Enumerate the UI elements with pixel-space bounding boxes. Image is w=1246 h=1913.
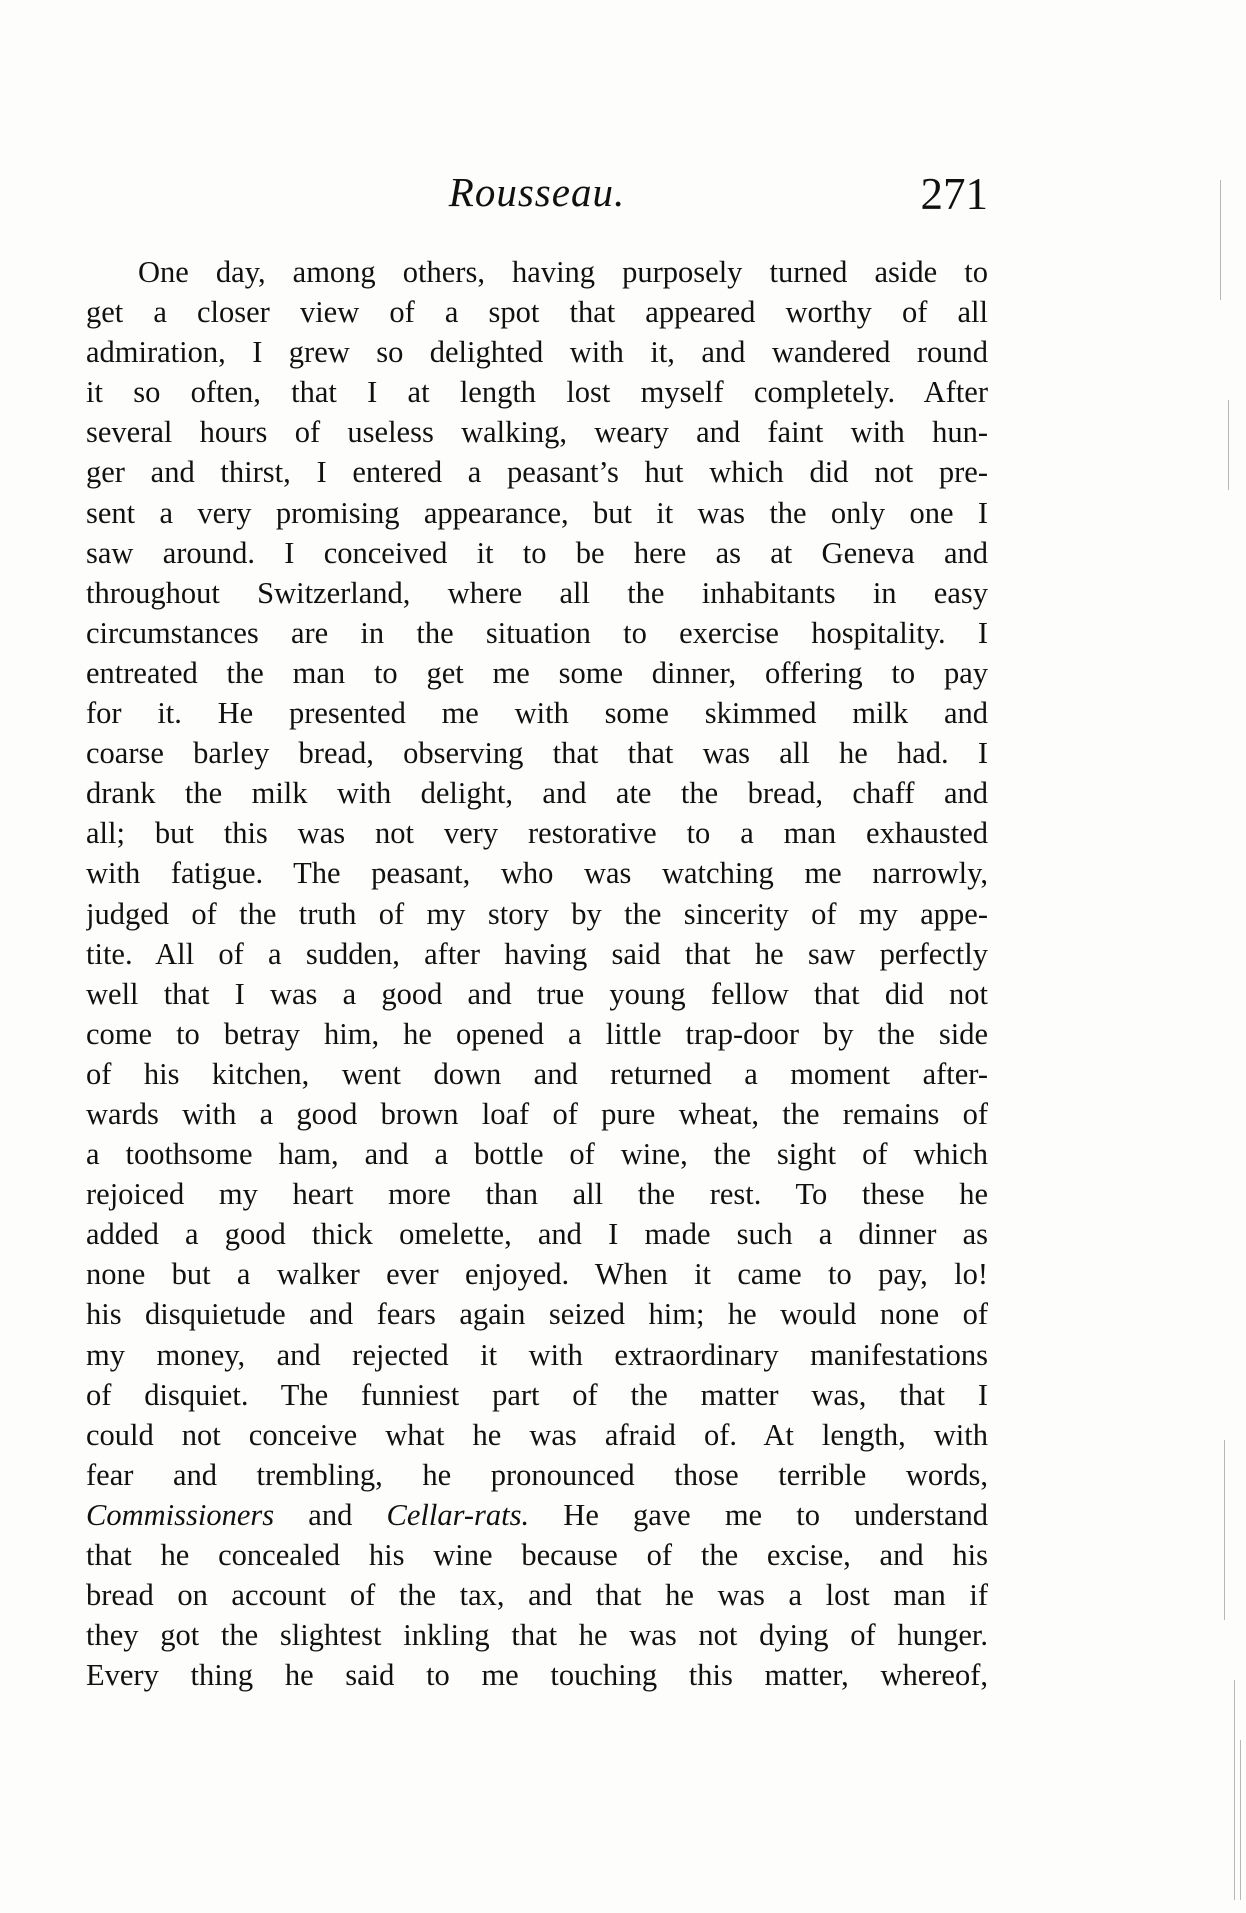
text-line: come to betray him, he opened a little trap-door by the side (86, 1016, 988, 1051)
text-line: none but a walker ever enjoyed. When it came to pay, lo! (86, 1257, 988, 1292)
text-line: it so often, that I at length lost myself completely. After (86, 375, 988, 410)
text-line: wards with a good brown loaf of pure wheat, the remains of (86, 1096, 988, 1131)
text-line: judged of the truth of my story by the sincerity of my appe- (86, 896, 988, 931)
text-line: that he concealed his wine because of the excise, and his (86, 1538, 988, 1572)
text-line: One day, among others, having purposely turned aside to (138, 255, 988, 289)
text-line: well that I was a good and true young fellow that did not (86, 976, 988, 1011)
edge-mark (1234, 1680, 1235, 1900)
page-number: 271 (920, 169, 988, 219)
text-line: Every thing he said to me touching this matter, whereof, (86, 1658, 988, 1693)
text-line: his disquietude and fears again seized him; he would none of (86, 1297, 988, 1332)
text-line (86, 1495, 988, 1535)
text-line: get a closer view of a spot that appeared worthy of all (86, 295, 988, 330)
text-line: circumstances are in the situation to exercise hospitality. I (86, 615, 988, 650)
text-line: fear and trembling, he pronounced those terrible words, (86, 1457, 988, 1492)
edge-mark (1228, 400, 1229, 490)
text-line: ger and thirst, I entered a peasant’s hut which did not pre- (86, 455, 988, 490)
text-line: with fatigue. The peasant, who was watching me narrowly, (86, 856, 988, 891)
edge-mark (1240, 1740, 1241, 1900)
text-line: several hours of useless walking, weary and faint with hun- (86, 415, 988, 450)
text-line: added a good thick omelette, and I made such a dinner as (86, 1217, 988, 1252)
text-line: of disquiet. The funniest part of the matter was, that I (86, 1377, 988, 1412)
body-text (86, 252, 988, 1695)
text-line: a toothsome ham, and a bottle of wine, the sight of which (86, 1137, 988, 1172)
page-edge-marks (1210, 140, 1246, 1910)
text-line: saw around. I conceived it to be here as at Geneva and (86, 535, 988, 570)
edge-mark (1224, 1440, 1225, 1620)
text-line: sent a very promising appearance, but it was the only one I (86, 495, 988, 530)
edge-mark (1220, 180, 1221, 300)
italic-term: Commissioners (86, 1497, 275, 1532)
text-fragment: He gave me to understand (529, 1497, 988, 1532)
running-title: Rousseau. (448, 169, 626, 215)
text-line: coarse barley bread, observing that that was all he had. I (86, 736, 988, 771)
text-line: tite. All of a sudden, after having said that he saw perfectly (86, 936, 988, 971)
text-line: for it. He presented me with some skimmed milk and (86, 696, 988, 731)
text-line: rejoiced my heart more than all the rest. To these he (86, 1177, 988, 1212)
text-line: all; but this was not very restorative to a man exhausted (86, 816, 988, 851)
text-line: throughout Switzerland, where all the inhabitants in easy (86, 575, 988, 610)
text-line: entreated the man to get me some dinner, offering to pay (86, 655, 988, 690)
text-line: could not conceive what he was afraid of. At length, with (86, 1417, 988, 1452)
text-line: they got the slightest inkling that he was not dying of hunger. (86, 1618, 988, 1653)
text-line: of his kitchen, went down and returned a moment after- (86, 1056, 988, 1091)
text-line: bread on account of the tax, and that he was a lost man if (86, 1578, 988, 1613)
italic-term: Cellar-rats. (386, 1497, 530, 1532)
text-fragment: and (274, 1497, 387, 1532)
text-line: drank the milk with delight, and ate the bread, chaff and (86, 776, 988, 811)
text-line: my money, and rejected it with extraordinary manifestations (86, 1337, 988, 1372)
text-line: admiration, I grew so delighted with it, and wandered round (86, 335, 988, 370)
running-head (86, 168, 988, 218)
